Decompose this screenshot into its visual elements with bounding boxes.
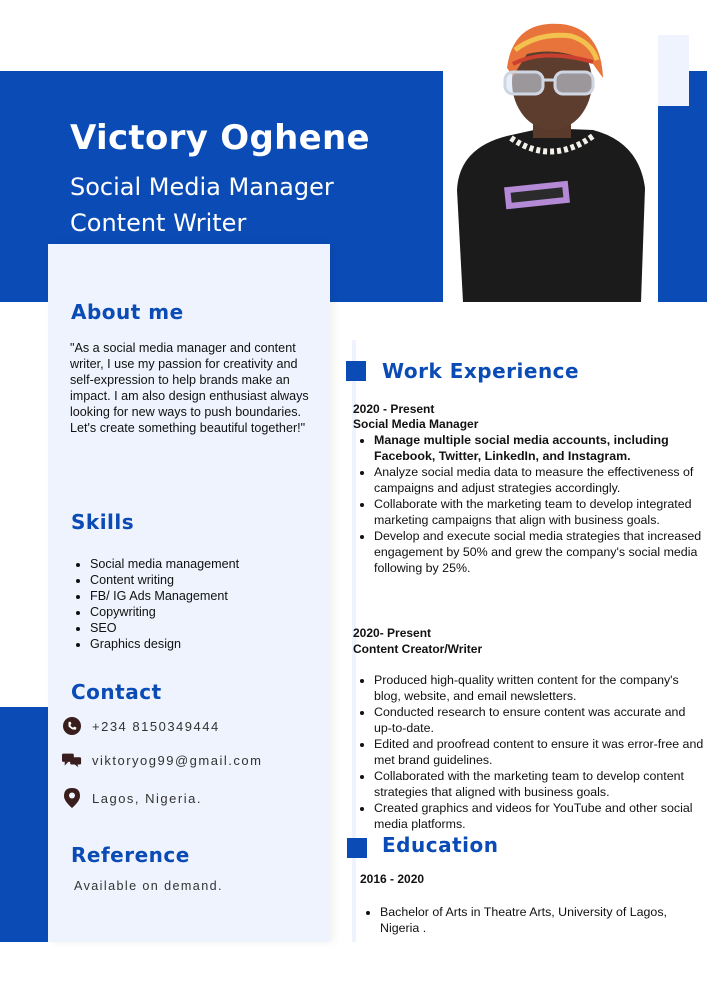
contact-email-row [62,750,262,770]
list-item: • Produced high-quality written content for the company's blog, website, and email newsletters. [374,672,704,704]
skill-item: • SEO [90,620,239,636]
list-item: • Develop and execute social media strategies that increased engagement by 50% and grew the company's social media following by 25%. [374,528,704,576]
job-date: 2020- Present [353,626,432,640]
skill-item: • Social media management [90,556,239,572]
phone-number[interactable]: +234 8150349444 [92,718,220,734]
location-text: Lagos, Nigeria. [92,790,202,806]
list-item: • Edited and proofread content to ensure it was error-free and met brand guidelines. [374,736,704,768]
job-bullets [357,672,704,832]
list-item: • Bachelor of Arts in Theatre Arts, University of Lagos, Nigeria . [380,904,670,936]
contact-phone-row [62,716,220,736]
education-list [364,904,670,936]
contact-location-row [62,788,202,808]
job-title: Content Creator/Writer [353,642,483,656]
left-accent-strip [0,707,48,942]
skill-item: • FB/ IG Ads Management [90,588,239,604]
list-item: • Created graphics and videos for YouTube and other social media platforms. [374,800,704,832]
skills-list [74,556,239,652]
reference-text: Available on demand. [74,879,223,893]
job-bullets [357,432,704,576]
list-item: • Manage multiple social media accounts, including Facebook, Twitter, LinkedIn, and Instagram. [374,432,704,464]
list-item: • Collaborated with the marketing team to develop content strategies that aligned with business goals. [374,768,704,800]
skills-heading: Skills [71,510,135,534]
list-item: • Collaborate with the marketing team to develop integrated marketing campaigns that align with business goals. [374,496,704,528]
reference-heading: Reference [71,843,190,867]
section-marker [346,361,366,381]
education-heading: Education [382,833,499,857]
about-text: "As a social media manager and content writer, I use my passion for creativity and self-expression to help brands make an impact. I am also design enthusiast always looking for new ways to push boundaries. Let's create something beautiful together!" [70,341,309,435]
job-date: 2020 - Present [353,402,435,416]
about-heading: About me [71,300,184,324]
list-item: • Conducted research to ensure content was accurate and up-to-date. [374,704,704,736]
work-experience-heading: Work Experience [382,359,580,383]
job-role-line1: Social Media Manager [70,173,334,201]
education-date: 2016 - 2020 [360,872,425,886]
location-pin-icon [62,788,82,808]
profile-photo [443,20,658,302]
chat-icon [62,750,82,770]
contact-heading: Contact [71,680,162,704]
skill-item: • Content writing [90,572,239,588]
email-address[interactable]: viktoryog99@gmail.com [92,752,263,768]
job-role-line2: Content Writer [70,209,247,237]
skill-item: • Copywriting [90,604,239,620]
skill-item: • Graphics design [90,636,239,652]
person-name: Victory Oghene [70,118,370,158]
list-item: • Analyze social media data to measure the effectiveness of campaigns and adjust strategies accordingly. [374,464,704,496]
job-title: Social Media Manager [353,417,479,431]
phone-icon [62,716,82,736]
section-marker [347,838,367,858]
